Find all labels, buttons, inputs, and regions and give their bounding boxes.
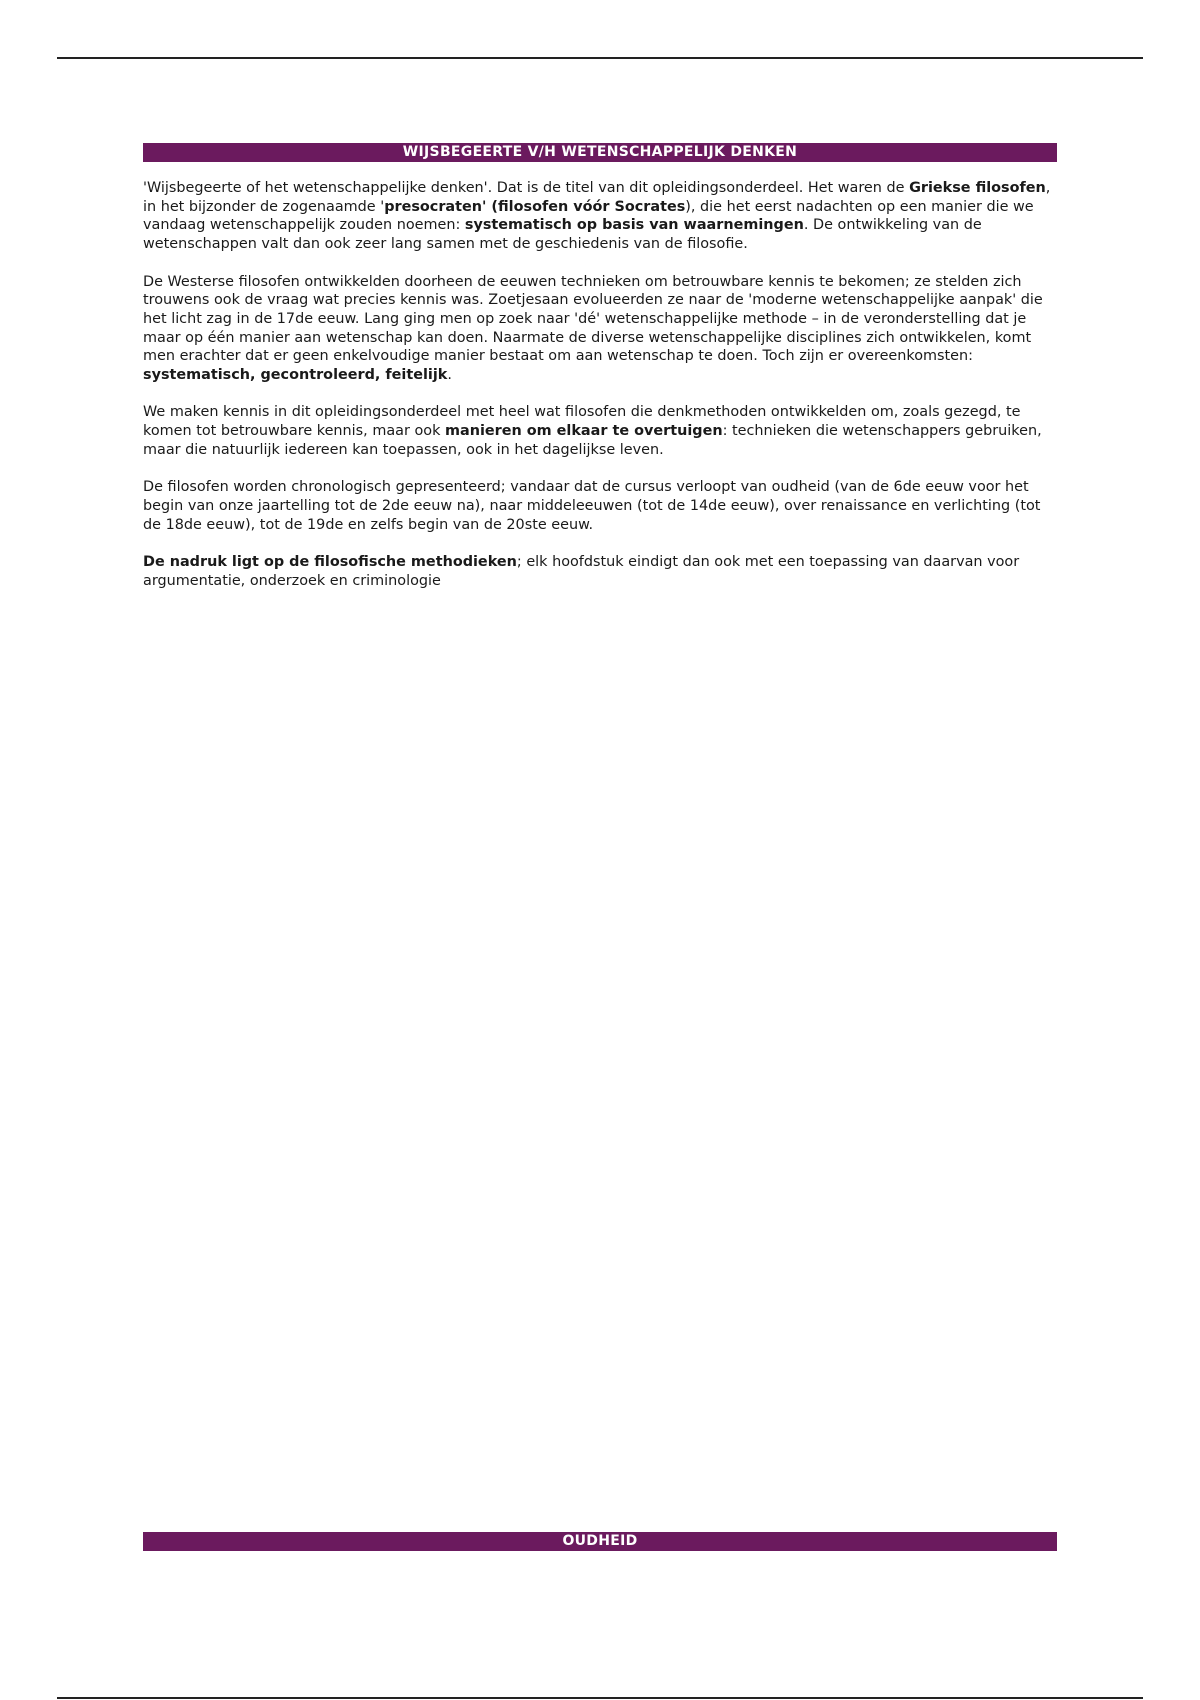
paragraph-1-text: 'Wijsbegeerte of het wetenschappelijke denken'. Dat is de titel van dit opleidingsonderdeel. Het waren de (143, 180, 910, 196)
paragraph-3-text: We maken kennis in dit opleidingsonderdeel met heel wat filosofen die denkmethoden ontwikkelden om, zoals gezegd, te komen tot betrouwbare kennis, maar ook (143, 404, 1021, 440)
intro-body-text (143, 179, 1057, 609)
paragraph-5-text: ; elk hoofdstuk eindigt dan ook met een toepassing van daarvan voor argumentatie, onderzoek en criminologie (143, 554, 1020, 589)
paragraph-1 (143, 179, 1057, 254)
paragraph-2 (143, 273, 1057, 385)
section-heading-oudheid: OUDHEID (143, 1532, 1057, 1551)
paragraph-3 (143, 403, 1057, 459)
paragraph-1-bold: systematisch op basis van waarnemingen (464, 217, 804, 234)
paragraph-4-text: De filosofen worden chronologisch gepresenteerd; vandaar dat de cursus verloopt van oudheid (van de 6de eeuw voor het begin van onze jaartelling tot de 2de eeuw na), naar middeleeuwen (tot de 14de eeuw), over renaissance en verlichting (tot de 18de eeuw), tot de 19de en zelfs begin van de 20ste eeuw. (143, 479, 1041, 533)
paragraph-3-text: : technieken die wetenschappers gebruiken, maar die natuurlijk iedereen kan toepassen, ook in het dagelijkse leven. (143, 423, 1042, 458)
paragraph-1-bold: Griekse filosofen (909, 180, 1046, 196)
paragraph-3-bold: manieren om elkaar te overtuigen (445, 423, 723, 440)
paragraph-1-text: . De ontwikkeling van de wetenschappen valt dan ook zeer lang samen met de geschiedenis van de filosofie. (143, 217, 982, 253)
paragraph-5-bold: De nadruk ligt op de filosofische methodieken (143, 554, 517, 570)
paragraph-1-text: , in het bijzonder de zogenaamde ' (143, 180, 1051, 215)
paragraph-5 (143, 553, 1057, 590)
paragraph-2-bold: systematisch, gecontroleerd, feitelijk (143, 367, 448, 384)
paragraph-2-text: De Westerse filosofen ontwikkelden doorheen de eeuwen technieken om betrouwbare kennis te bekomen; ze stelden zich trouwens ook de vraag wat precies kennis was. Zoetjesaan evolueerden ze naar de 'moderne wetenschappelijke aanpak' die het licht zag in de 17de eeuw. Lang ging men op zoek naar 'dé' wetenschappelijke methode – in de veronderstelling dat je maar op één manier aan wetenschap kan doen. Naarmate de diverse wetenschappelijke disciplines zich ontwikkelen, komt men erachter dat er geen enkelvoudige manier bestaat om aan wetenschap te doen. Toch zijn er overeenkomsten: (143, 273, 1043, 365)
paragraph-2-text: . (447, 367, 452, 384)
paragraph-1-bold: presocraten' (filosofen vóór Socrates (384, 198, 686, 215)
page-top-rule (57, 57, 1143, 59)
paragraph-4 (143, 478, 1057, 534)
page-bottom-rule (57, 1697, 1143, 1699)
section-heading-wijsbegeerte: WIJSBEGEERTE V/H WETENSCHAPPELIJK DENKEN (143, 143, 1057, 162)
paragraph-1-text: ), die het eerst nadachten op een manier die we vandaag wetenschappelijk zouden noemen: (143, 198, 1034, 234)
